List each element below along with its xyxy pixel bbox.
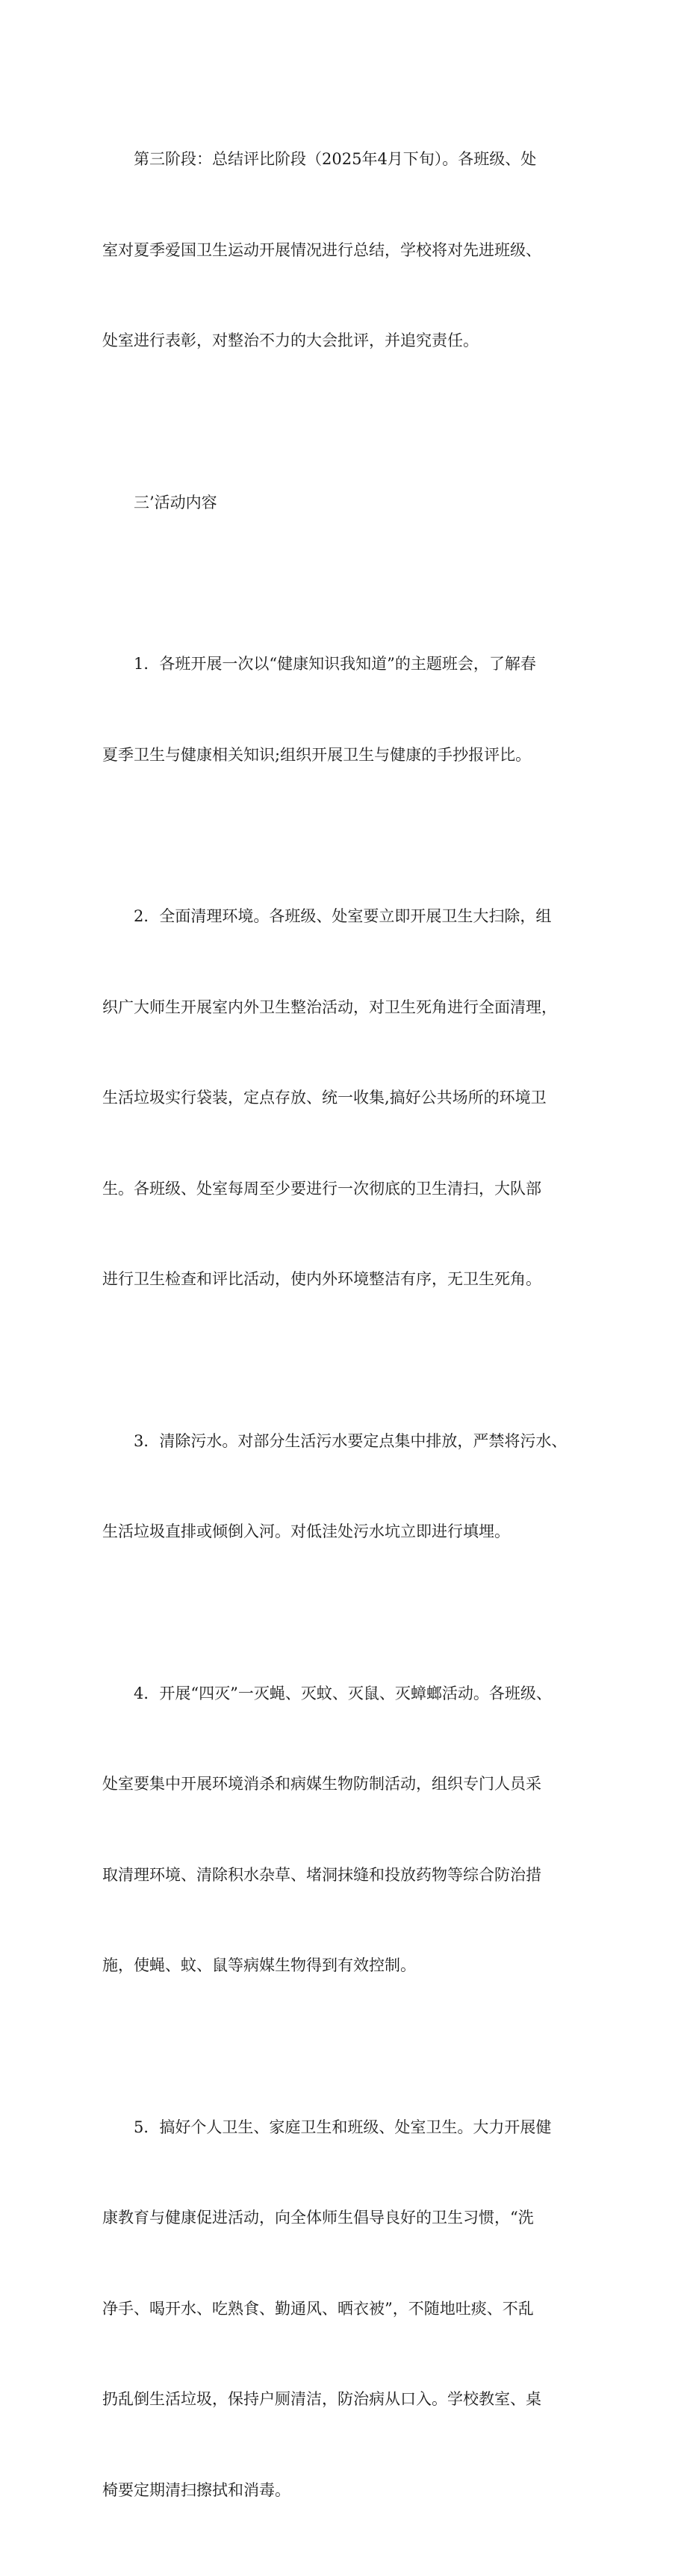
text-line: 进行卫生检查和评比活动，使内外环境整洁有序，无卫生死角。 xyxy=(102,1270,541,1288)
text-line: 生活垃圾实行袋装，定点存放、统一收集,搞好公共场所的环境卫 xyxy=(102,1089,547,1107)
text-line: 1．各班开展一次以“健康知识我知道”的主题班会，了解春 xyxy=(134,655,536,673)
text-line: 3．清除污水。对部分生活污水要定点集中排放，严禁将污水、 xyxy=(134,1431,568,1450)
text-line: 5．搞好个人卫生、家庭卫生和班级、处室卫生。大力开展健 xyxy=(134,2118,552,2136)
text-line: 4．开展“四灭”一灭蝇、灭蚊、灭鼠、灭蟑螂活动。各班级、 xyxy=(134,1684,552,1702)
text-line: 处室进行表彰，对整治不力的大会批评，并追究责任。 xyxy=(102,332,479,349)
text-line: 康教育与健康促进活动，向全体师生倡导良好的卫生习惯，“洗 xyxy=(102,2209,534,2227)
document-body xyxy=(102,84,601,2576)
text-line: 夏季卫生与健康相关知识;组织开展卫生与健康的手抄报评比。 xyxy=(102,745,532,764)
paragraph-item-4 xyxy=(102,1618,601,2041)
paragraph-item-2 xyxy=(102,841,601,1355)
paragraph-item-5 xyxy=(102,2052,601,2566)
text-line: 扔乱倒生活垃圾，保持户厕清洁，防治病从口入。学校教室、桌 xyxy=(102,2390,541,2408)
paragraph-item-3 xyxy=(102,1366,601,1608)
text-line: 织广大师生开展室内外卫生整治活动，对卫生死角进行全面清理， xyxy=(102,998,557,1016)
text-line: 净手、喝开水、吃熟食、勤通风、晒衣被”，不随地吐痰、不乱 xyxy=(102,2299,534,2318)
section-heading xyxy=(102,427,601,579)
text-line: 三’活动内容 xyxy=(134,493,217,511)
text-line: 室对夏季爱国卫生运动开展情况进行总结，学校将对先进班级、 xyxy=(102,240,541,259)
text-line: 生。各班级、处室每周至少要进行一次彻底的卫生清扫，大队部 xyxy=(102,1179,541,1198)
paragraph-item-1 xyxy=(102,588,601,830)
text-line: 第三阶段：总结评比阶段（2025年4月下旬）。各班级、处 xyxy=(134,150,537,168)
text-line: 椅要定期清扫擦拭和消毒。 xyxy=(102,2480,290,2499)
paragraph-stage-three xyxy=(102,84,601,417)
text-line: 2．全面清理环境。各班级、处室要立即开展卫生大扫除，组 xyxy=(134,907,552,925)
text-line: 施，使蝇、蚊、鼠等病媒生物得到有效控制。 xyxy=(102,1956,416,1974)
text-line: 处室要集中开展环境消杀和病媒生物防制活动，组织专门人员采 xyxy=(102,1775,541,1793)
text-line: 生活垃圾直排或倾倒入河。对低洼处污水坑立即进行填埋。 xyxy=(102,1522,510,1540)
text-line: 取清理环境、清除积水杂草、堵洞抹缝和投放药物等综合防治措 xyxy=(102,1865,541,1884)
